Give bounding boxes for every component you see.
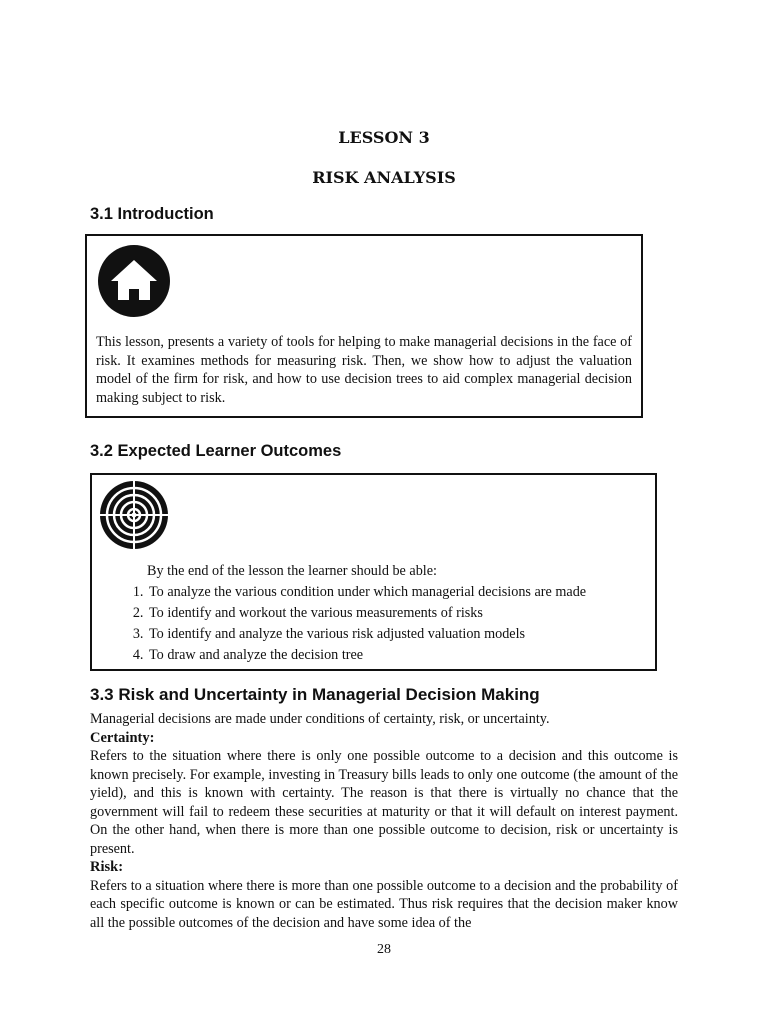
certainty-heading: Certainty:	[90, 729, 155, 746]
home-icon	[97, 244, 171, 318]
risk-section-body	[90, 710, 678, 932]
outcomes-lead: By the end of the lesson the learner should be able:	[147, 563, 437, 579]
target-icon	[99, 480, 169, 550]
certainty-text: Refers to the situation where there is only one possible outcome to a decision and this outcome is known precisely. For example, investing in Treasury bills leads to only one outcome (the amount of the yield), and this is known with certainty. The reason is that there is virtually no chance that the government will fail to redeem these securities at maturity or that it will default on interest payment. On the other hand, when there is more than one possible outcome to decision, risk or uncertainty is present.	[90, 748, 678, 857]
lesson-number: LESSON 3	[338, 128, 430, 147]
outcomes-heading: 3.2 Expected Learner Outcomes	[90, 442, 342, 460]
lesson-title: RISK ANALYSIS	[312, 168, 456, 187]
risk-text: Refers to a situation where there is more than one possible outcome to a decision and the probability of each specific outcome is known or can be estimated. Thus risk requires that the decision maker know all the possible outcomes of the decision and have some idea of the	[90, 877, 678, 931]
page-number: 28	[377, 942, 391, 957]
outcomes-list-block	[92, 561, 657, 666]
list-item: 3. To identify and analyze the various risk adjusted valuation models	[147, 624, 657, 645]
outcomes-list	[92, 582, 657, 666]
intro-text: This lesson, presents a variety of tools for helping to make managerial decisions in the face of risk. It examines methods for measuring risk. Then, we show how to adjust the valuation model of the firm for risk, and how to use decision trees to aid complex managerial decision making subject to risk.	[96, 334, 632, 406]
risk-section-intro: Managerial decisions are made under conditions of certainty, risk, or uncertainty.	[90, 711, 550, 727]
list-item: 4. To draw and analyze the decision tree	[147, 645, 657, 666]
outcomes-box	[90, 473, 657, 671]
list-item: 2. To identify and workout the various measurements of risks	[147, 603, 657, 624]
risk-section-heading: 3.3 Risk and Uncertainty in Managerial Decision Making	[90, 685, 540, 704]
intro-box	[85, 234, 643, 418]
list-item: 1. To analyze the various condition under which managerial decisions are made	[147, 582, 657, 603]
intro-heading: 3.1 Introduction	[90, 205, 214, 223]
risk-heading: Risk:	[90, 859, 124, 875]
